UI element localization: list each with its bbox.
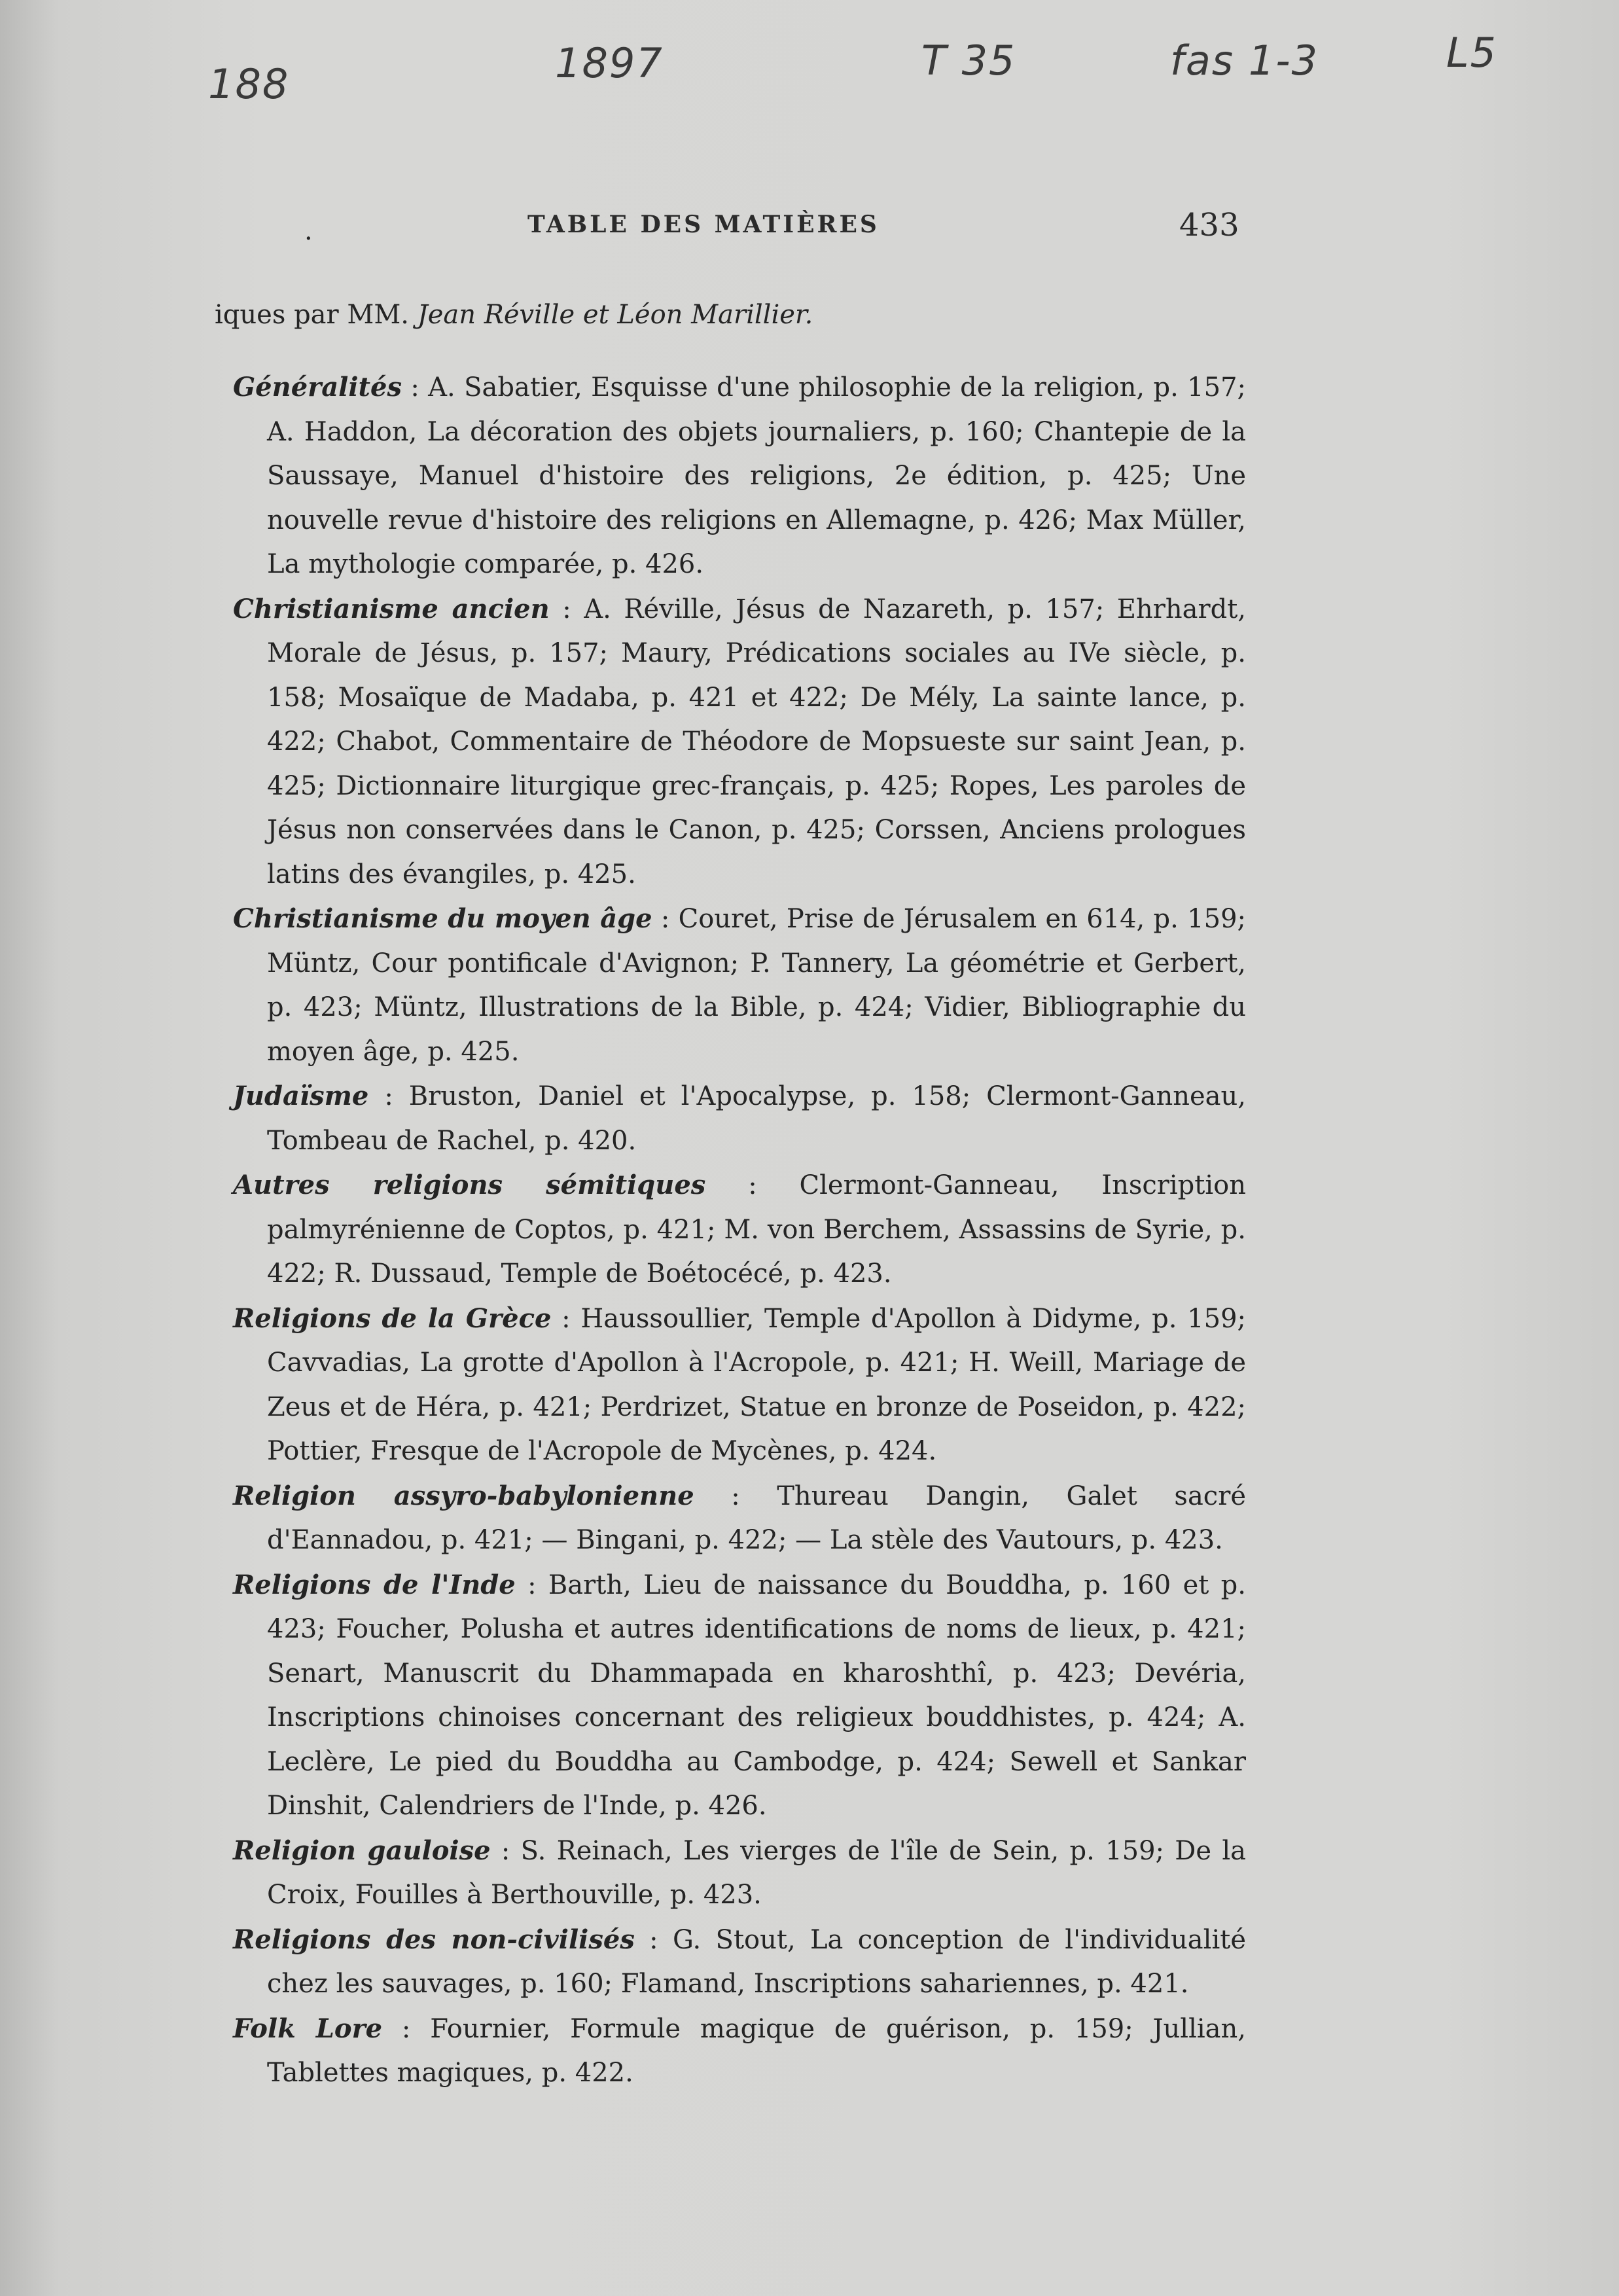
byline-authors: Jean Réville et Léon Marillier. (417, 300, 813, 330)
entry-heading: Religions de l'Inde (233, 1569, 516, 1600)
entry-autres-religions-semitiques (233, 1163, 1246, 1297)
entry-text: : Haussoullier, Temple d'Apollon à Didyme, p. 159; Cavvadias, La grotte d'Apollon à l'Acropole, p. 421; H. Weill, Mariage de Zeus et de Héra, p. 421; Perdrizet, Statue en bronze de Poseidon, p. 422; Pottier, Fresque de l'Acropole de Mycènes, p. 424. (267, 1303, 1247, 1466)
entry-text: : A. Réville, Jésus de Nazareth, p. 157; Ehrhardt, Morale de Jésus, p. 157; Maury, Prédications sociales au IVe siècle, p. 158; Mosaïque de Madaba, p. 421 et 422; De Mély, La sainte lance, p. 422; Chabot, Commentaire de Théodore de Mopsueste sur saint Jean, p. 425; Dictionnaire liturgique grec-français, p. 425; Ropes, Les paroles de Jésus non conservées dans le Canon, p. 425; Corssen, Anciens prologues latins des évangiles, p. 425. (267, 594, 1247, 889)
entry-text: : Barth, Lieu de naissance du Bouddha, p. 160 et p. 423; Foucher, Polusha et autres identifications de noms de lieux, p. 421; Senart, Manuscrit du Dhammapada en kharoshthî, p. 423; Devéria, Inscriptions chinoises concernant des religieux bouddhistes, p. 424; A. Leclère, Le pied du Bouddha au Cambodge, p. 424; Sewell et Sankar Dinshit, Calendriers de l'Inde, p. 426. (267, 1570, 1246, 1821)
handwritten-mark-2: 1897 (555, 39, 664, 87)
entry-heading: Judaïsme (233, 1081, 369, 1111)
page-number: 433 (1179, 207, 1239, 243)
handwritten-mark-4: fas 1-3 (1170, 37, 1319, 84)
entry-heading: Religions des non-civilisés (233, 1924, 635, 1955)
entry-christianisme-ancien (233, 587, 1246, 897)
entry-generalites (233, 365, 1246, 587)
entry-text: : Bruston, Daniel et l'Apocalypse, p. 158; Clermont-Ganneau, Tombeau de Rachel, p. 420. (267, 1081, 1246, 1156)
entry-heading: Généralités (233, 372, 402, 403)
entry-heading: Folk Lore (233, 2013, 383, 2044)
entry-heading: Autres religions sémitiques (233, 1170, 706, 1200)
header-dot: . (304, 216, 313, 246)
entry-judaisme (233, 1074, 1246, 1163)
running-title: TABLE DES MATIÈRES (527, 211, 880, 238)
handwritten-mark-3: T 35 (921, 37, 1016, 84)
handwritten-mark-1: 188 (208, 60, 290, 108)
entry-folk-lore (233, 2007, 1246, 2096)
entry-heading: Religion assyro-babylonienne (233, 1480, 694, 1511)
entry-text: : Couret, Prise de Jérusalem en 614, p. 159; Müntz, Cour pontificale d'Avignon; P. Tannery, La géométrie et Gerbert, p. 423; Müntz, Illustrations de la Bible, p. 424; Vidier, Bibliographie du moyen âge, p. 425. (267, 904, 1246, 1067)
entry-heading: Religion gauloise (233, 1835, 491, 1866)
entry-text: : Thureau Dangin, Galet sacré d'Eannadou, p. 421; — Bingani, p. 422; — La stèle des Vautours, p. 423. (267, 1480, 1246, 1555)
entry-text: : G. Stout, La conception de l'individualité chez les sauvages, p. 160; Flamand, Inscriptions sahariennes, p. 421. (267, 1924, 1246, 1999)
entries-list (233, 365, 1246, 2096)
entry-religion-assyro-babylonienne (233, 1474, 1246, 1563)
entry-text: : S. Reinach, Les vierges de l'île de Sein, p. 159; De la Croix, Fouilles à Berthouville, p. 423. (267, 1835, 1246, 1910)
entry-religions-inde (233, 1563, 1246, 1829)
byline-prefix: iques par MM. (215, 300, 409, 330)
entry-religion-gauloise (233, 1829, 1246, 1918)
entry-text: : Fournier, Formule magique de guérison, p. 159; Jullian, Tablettes magiques, p. 422. (267, 2013, 1246, 2088)
entry-religions-non-civilises (233, 1918, 1246, 2007)
entry-religions-grece (233, 1297, 1246, 1474)
entry-text: : A. Sabatier, Esquisse d'une philosophie de la religion, p. 157; A. Haddon, La décoration des objets journaliers, p. 160; Chantepie de la Saussaye, Manuel d'histoire des religions, 2e édition, p. 425; Une nouvelle revue d'histoire des religions en Allemagne, p. 426; Max Müller, La mythologie comparée, p. 426. (267, 372, 1246, 579)
section-byline (215, 300, 1236, 330)
entry-text: : Clermont-Ganneau, Inscription palmyrénienne de Coptos, p. 421; M. von Berchem, Assassins de Syrie, p. 422; R. Dussaud, Temple de Boétocécé, p. 423. (267, 1170, 1246, 1289)
handwritten-mark-5: L5 (1446, 29, 1497, 77)
entry-heading: Christianisme ancien (233, 593, 550, 624)
entry-heading: Religions de la Grèce (233, 1302, 552, 1334)
entry-christianisme-moyen-age (233, 897, 1246, 1074)
entry-heading: Christianisme du moyen âge (233, 903, 652, 934)
